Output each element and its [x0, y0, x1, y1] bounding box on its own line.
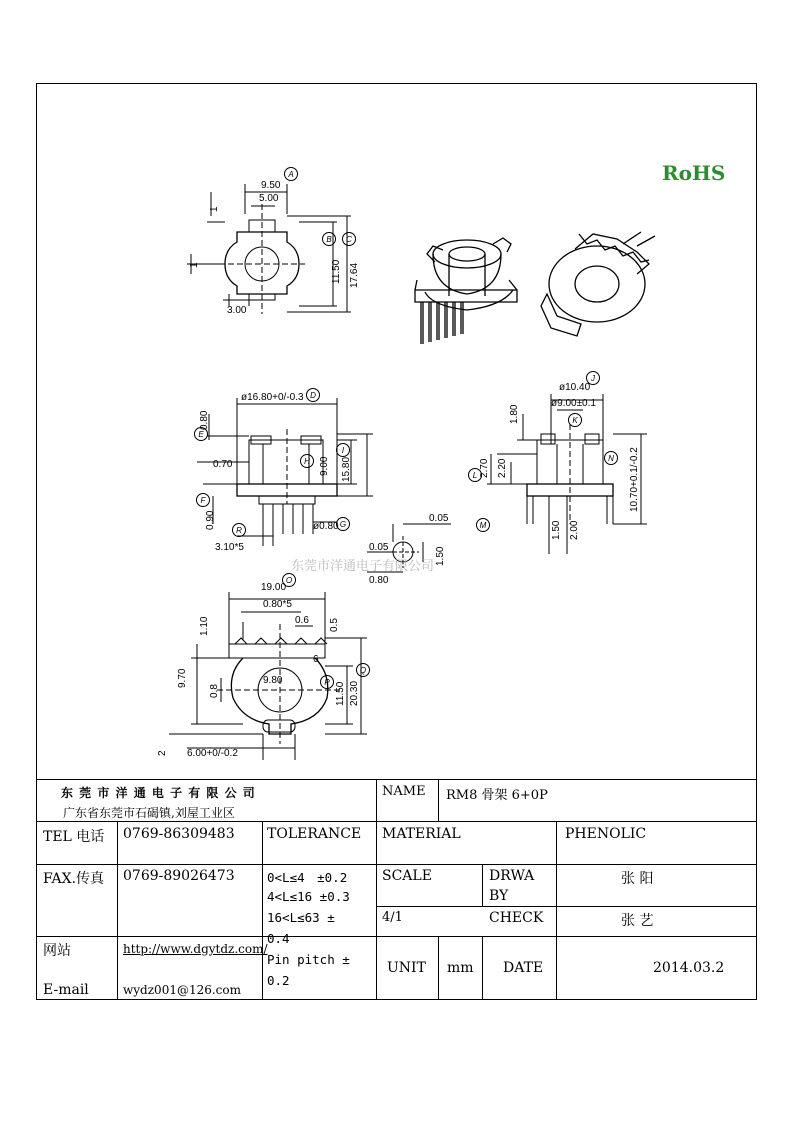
label-L: L	[472, 471, 478, 480]
label-N: N	[608, 454, 614, 463]
dim-10.40: ø10.40	[559, 382, 591, 393]
material-label: MATERIAL	[382, 826, 461, 842]
dim-15.80: 15.80	[341, 456, 352, 482]
dim-9.70: 9.70	[177, 668, 188, 688]
tolerance-line-4: Pin pitch ±	[267, 952, 350, 967]
dim-11.50: 11.50	[331, 259, 342, 284]
unit-value: mm	[447, 960, 474, 976]
check-value: 张 艺	[621, 913, 654, 929]
technical-drawing	[37, 84, 756, 779]
label-K: K	[572, 416, 578, 425]
dimension-labels	[157, 180, 640, 759]
iso-view-bobbin	[415, 238, 517, 344]
label-M: M	[479, 521, 487, 530]
fax-label: FAX.传真	[43, 871, 105, 887]
dim-11.50-bottom: 11.50	[335, 681, 346, 706]
dim-0.05-top: 0.05	[429, 513, 449, 524]
label-B: B	[326, 235, 332, 244]
dim-0.5: 0.5	[329, 618, 340, 632]
label-P: P	[324, 678, 330, 687]
tel-value: 0769-86309483	[123, 826, 235, 842]
dim-1.10: 1.10	[199, 616, 210, 636]
label-A: A	[288, 170, 294, 179]
watermark: 东莞市洋通电子有限公司	[291, 558, 435, 573]
unit-label: UNIT	[387, 960, 426, 976]
dim-2.70: 2.70	[479, 458, 490, 478]
label-G: G	[339, 520, 347, 529]
rohs-mark: RoHS	[662, 161, 726, 185]
dim-16.80: ø16.80+0/-0.3	[241, 392, 304, 403]
dim-1.50: 1.50	[551, 520, 562, 540]
dim-2.00: 2.00	[569, 520, 580, 540]
dim-0.8: 0.8	[209, 684, 220, 698]
dim-9.50: 9.50	[261, 180, 281, 191]
dim-2: 2	[157, 750, 168, 756]
label-R: R	[236, 526, 242, 535]
drawn-by-value: 张 阳	[621, 871, 654, 887]
tolerance-line-3b: 0.4	[267, 931, 290, 946]
name-value: RM8 骨架 6+0P	[446, 788, 548, 803]
tolerance-line-2: 4<L≤16 ±0.3	[267, 889, 350, 904]
pin-count-6: 6	[313, 654, 319, 665]
tolerance-line-1: 0<L≤4 ±0.2	[267, 870, 348, 885]
company-name: 东 莞 市 洋 通 电 子 有 限 公 司	[61, 786, 256, 800]
dim-2.20: 2.20	[497, 458, 508, 478]
dim-0.80: 0.80	[199, 410, 210, 430]
email-value: wydz001@126.com	[123, 983, 242, 997]
dim-9.00: 9.00	[319, 456, 330, 476]
material-value: PHENOLIC	[565, 826, 647, 842]
label-O: O	[285, 576, 293, 585]
dim-5.00: 5.00	[259, 193, 279, 204]
label-J: J	[591, 374, 595, 383]
dim-1.50-pin: 1.50	[435, 546, 446, 566]
label-D: D	[310, 391, 316, 400]
dim-pin-dia: ø0.80	[313, 521, 339, 532]
dim-19.00: 19.00	[261, 582, 287, 593]
check-label: CHECK	[489, 910, 544, 926]
tolerance-line-4b: 0.2	[267, 973, 290, 988]
dim-9.00-dia: ø9.00±0.1	[551, 398, 596, 409]
label-Q: Q	[359, 666, 367, 675]
label-I: I	[341, 446, 345, 455]
website-label: 网站	[43, 943, 71, 959]
dim-1-side: 1	[189, 262, 200, 268]
dim-20.30: 20.30	[349, 680, 360, 706]
dim-3.00: 3.00	[227, 305, 247, 316]
dim-3.10x5: 3.10*5	[215, 542, 244, 553]
dim-9.80: 9.80	[263, 675, 283, 686]
fax-value: 0769-89026473	[123, 868, 235, 884]
dim-17.64: 17.64	[349, 262, 360, 288]
dim-0.90: 0.90	[205, 510, 216, 530]
dim-1.80: 1.80	[509, 404, 520, 424]
dim-0.6: 0.6	[295, 615, 309, 626]
tolerance-line-3: 16<L≤63 ±	[267, 910, 335, 925]
drawing-sheet	[36, 83, 757, 1000]
drawn-by-label-2: BY	[489, 888, 509, 904]
website-link[interactable]: http://www.dgytdz.com/	[123, 942, 268, 956]
dim-0.70: 0.70	[213, 459, 233, 470]
label-E: E	[198, 430, 204, 439]
name-label: NAME	[382, 784, 426, 799]
tolerance-label: TOLERANCE	[267, 826, 362, 842]
iso-view-bobbin-rear	[541, 232, 655, 336]
drawn-by-label: DRWA	[489, 868, 535, 884]
label-H: H	[304, 457, 310, 466]
company-address: 广东省东莞市石碣镇,刘屋工业区	[63, 806, 235, 820]
reference-label-circles	[195, 168, 618, 689]
dim-10.70: 10.70+0.1/-0.2	[629, 447, 640, 512]
tel-label: TEL 电话	[43, 829, 105, 845]
date-value: 2014.03.2	[653, 960, 725, 976]
dim-0.80x5: 0.80*5	[263, 599, 292, 610]
date-label: DATE	[503, 960, 544, 976]
dim-0.05-left: 0.05	[369, 542, 389, 553]
dim-1-top: 1	[209, 206, 220, 212]
scale-value: 4/1	[382, 910, 403, 925]
dim-6.00: 6.00+0/-0.2	[187, 748, 238, 759]
dim-0.80-pin: 0.80	[369, 575, 389, 586]
scale-label: SCALE	[382, 868, 432, 884]
label-F: F	[200, 496, 206, 505]
label-C: C	[346, 235, 352, 244]
email-label: E-mail	[43, 982, 89, 998]
